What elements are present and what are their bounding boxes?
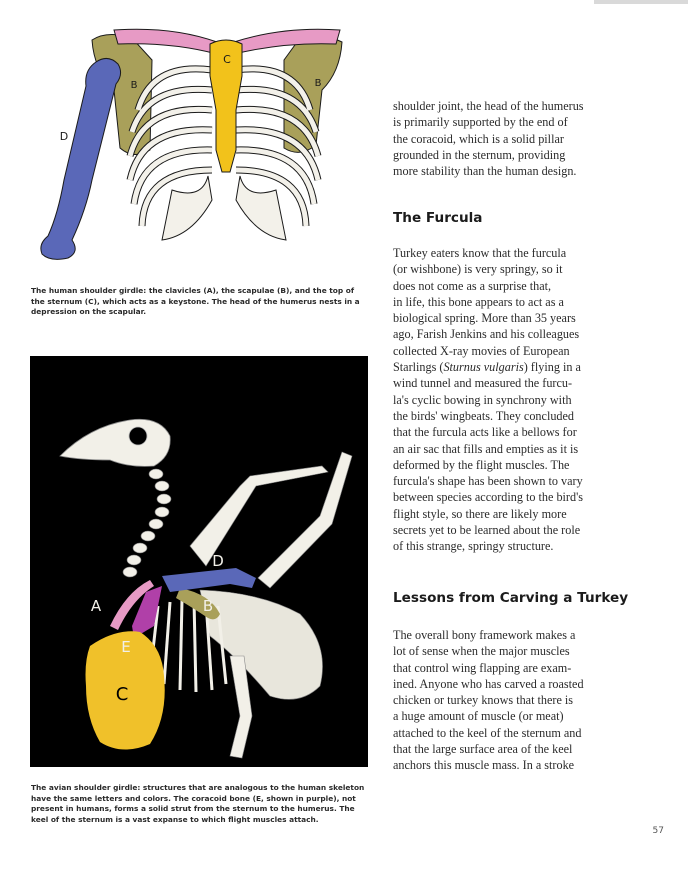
text-line: ago, Farish Jenkins and his colleagues xyxy=(393,327,580,342)
skull xyxy=(60,419,170,466)
text-line: lot of sense when the major muscles xyxy=(393,644,570,659)
text-line: The overall bony framework makes a xyxy=(393,628,576,642)
label-d-bird: D xyxy=(212,552,224,570)
text-line: is primarily supported by the end of xyxy=(393,115,568,130)
text-line: grounded in the sternum, providing xyxy=(393,147,566,162)
human-shoulder-figure xyxy=(22,0,370,278)
text-line: more stability than the human design. xyxy=(393,164,577,179)
text-line: deformed by the flight muscles. The xyxy=(393,457,570,472)
page-number: 57 xyxy=(652,826,664,836)
human-figure-caption: The human shoulder girdle: the clavicles (A), the scapulae (B), and the top of the sternum (C), which acts as a keystone. The head of the humerus nests in a depression on the scapular. xyxy=(31,286,360,317)
label-b-left: B xyxy=(130,80,138,91)
label-d: D xyxy=(59,130,69,143)
bird-humerus xyxy=(162,568,256,592)
text-line: ined. Anyone who has carved a roasted xyxy=(393,676,584,691)
bird-figure-caption: The avian shoulder girdle: structures that are analogous to the human skeleton have the same letters and colors. The coracoid bone (E, shown in purple), not present in humans, forms a solid strut from the sternum to the humerus. The keel of the sternum is a vast expanse to which flight muscles attach. xyxy=(31,783,365,824)
text-line: Turkey eaters know that the furcula xyxy=(393,246,567,260)
text-line: between species according to the bird's xyxy=(393,490,584,505)
wing-far xyxy=(190,466,328,566)
bird-skeleton-drawing xyxy=(30,356,368,767)
label-c-bird: C xyxy=(115,684,129,705)
text-line: biological spring. More than 35 years xyxy=(393,311,576,326)
top-edge-mark xyxy=(594,0,688,4)
text-line: an air sac that fills and empties as it is xyxy=(393,441,579,456)
text-line: that control wing flapping are exam- xyxy=(393,660,572,675)
paragraph-carving-turkey xyxy=(393,627,615,774)
text-line: that the large surface area of the keel xyxy=(393,742,573,757)
text-line: does not come as a surprise that, xyxy=(393,278,552,293)
text-line: the coracoid, which is a solid pillar xyxy=(393,131,564,146)
lower-cartilage xyxy=(162,176,286,240)
paragraph-shoulder-joint xyxy=(393,98,613,179)
label-c: C xyxy=(223,53,231,66)
text-line: secrets yet to be learned about the role xyxy=(393,523,581,538)
text-line: (or wishbone) is very springy, so it xyxy=(393,262,563,277)
label-b: B xyxy=(202,597,214,615)
text-line: attached to the keel of the sternum and xyxy=(393,725,582,740)
text-line: Starlings (Sturnus vulgaris) flying in a xyxy=(393,360,581,375)
label-e: E xyxy=(121,638,131,656)
text-line: shoulder joint, the head of the humerus xyxy=(393,99,584,113)
text-line: a huge amount of muscle (or meat) xyxy=(393,709,564,724)
text-line: anchors this muscle mass. In a stroke xyxy=(393,758,575,773)
heading-carving-turkey: Lessons from Carving a Turkey xyxy=(393,590,629,606)
text-line: of this strange, springy structure. xyxy=(393,539,554,554)
bird-skeleton-figure xyxy=(30,356,368,767)
humerus xyxy=(41,58,121,259)
neck-vertebrae xyxy=(123,469,171,577)
scapula-right xyxy=(284,36,342,153)
text-line: chicken or turkey knows that there is xyxy=(393,693,574,708)
paragraph-furcula xyxy=(393,245,615,555)
text-line: la's cyclic bowing in synchrony with xyxy=(393,392,572,407)
text-line: flight style, so there are likely more xyxy=(393,506,567,521)
heading-furcula: The Furcula xyxy=(393,210,483,226)
text-line: in life, this bone appears to act as a xyxy=(393,294,564,309)
text-line: furcula's shape has been shown to vary xyxy=(393,474,583,489)
text-line: that the furcula acts like a bellows for xyxy=(393,425,577,440)
text-line: wind tunnel and measured the furcu- xyxy=(393,376,573,391)
label-a: A xyxy=(90,597,102,615)
text-line: collected X-ray movies of European xyxy=(393,343,570,358)
text-line: the birds' wingbeats. They concluded xyxy=(393,408,575,423)
label-b-right: B xyxy=(314,78,322,89)
